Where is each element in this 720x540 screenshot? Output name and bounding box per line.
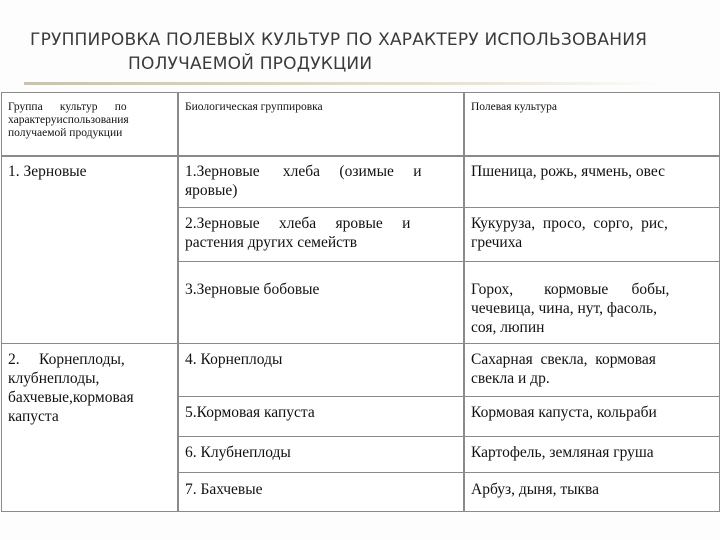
bio-1-line1: 1.Зерновые хлеба (озимые и	[185, 163, 422, 180]
bio-cell-1	[179, 159, 463, 203]
crop-3-line2: чечевица, чина, нут, фасоль,	[471, 300, 657, 317]
crop-6-line1: Картофель, земляная груша	[471, 444, 654, 461]
header-group-line2: характеруиспользования	[8, 114, 129, 126]
row-divider-1	[178, 207, 719, 208]
bio-2-line1: 2.Зерновые хлеба яровые и	[185, 215, 411, 232]
bio-3-line1: 3.Зерновые бобовые	[185, 281, 320, 298]
bio-7-line1: 7. Бахчевые	[185, 481, 263, 498]
header-bio	[179, 93, 463, 155]
group-cell-grains	[2, 159, 177, 184]
row-divider-4	[178, 396, 719, 397]
header-bio-label: Биологическая группировка	[185, 101, 323, 113]
row-divider-5	[178, 436, 719, 437]
header-group	[2, 93, 177, 155]
crop-4-line1: Сахарная свекла, кормовая	[471, 351, 656, 368]
crop-cell-7	[465, 477, 719, 502]
crop-cell-1	[465, 159, 719, 184]
group-roots-line3: бахчевые,кормовая	[8, 389, 134, 406]
crop-4-line2: свекла и др.	[471, 370, 550, 387]
header-crop-label: Полевая культура	[471, 101, 557, 113]
bio-cell-6	[179, 440, 463, 465]
group-roots-line4: капуста	[8, 408, 59, 425]
row-divider-2	[178, 261, 719, 262]
crop-cell-6	[465, 440, 719, 465]
slide-title-line2: ПОЛУЧАЕМОЙ ПРОДУКЦИИ	[128, 54, 373, 74]
group-grains-label: 1. Зерновые	[8, 163, 87, 180]
bio-6-line1: 6. Клубнеплоды	[185, 444, 291, 461]
header-group-line1: Группа культур по	[8, 101, 127, 113]
header-group-line3: получаемой продукции	[8, 127, 123, 139]
crop-5-line1: Кормовая капуста, кольраби	[471, 404, 657, 421]
bio-5-line1: 5.Кормовая капуста	[185, 404, 315, 421]
bio-cell-3	[179, 277, 463, 302]
crop-cell-3	[465, 277, 719, 340]
bio-1-line2: яровые)	[185, 182, 238, 199]
bio-2-line2: растения других семейств	[185, 234, 358, 251]
group-roots-line2: клубнеплоды,	[8, 370, 100, 387]
crop-cell-4	[465, 347, 719, 391]
title-underline	[24, 82, 664, 85]
crop-grouping-table	[1, 92, 720, 512]
header-divider	[2, 155, 719, 157]
row-divider-6	[178, 472, 719, 473]
crop-3-line1: Горох, кормовые бобы,	[471, 281, 670, 298]
group-divider	[2, 343, 719, 344]
group-cell-roots	[2, 347, 177, 429]
crop-cell-5	[465, 400, 719, 425]
bio-4-line1: 4. Корнеплоды	[185, 351, 283, 368]
bio-cell-7	[179, 477, 463, 502]
crop-1-line1: Пшеница, рожь, ячмень, овес	[471, 163, 666, 180]
bio-cell-5	[179, 400, 463, 425]
crop-cell-2	[465, 211, 719, 255]
bio-cell-2	[179, 211, 463, 255]
slide-title	[30, 28, 690, 76]
crop-2-line2: гречиха	[471, 234, 523, 251]
slide-title-line1: ГРУППИРОВКА ПОЛЕВЫХ КУЛЬТУР ПО ХАРАКТЕРУ ИСПОЛЬЗОВАНИЯ	[30, 30, 648, 50]
group-roots-line1: 2. Корнеплоды,	[8, 351, 125, 368]
crop-3-line3: соя, люпин	[471, 319, 545, 336]
crop-7-line1: Арбуз, дыня, тыква	[471, 481, 600, 498]
header-crop	[465, 93, 719, 155]
bio-cell-4	[179, 347, 463, 372]
crop-2-line1: Кукуруза, просо, сорго, рис,	[471, 215, 668, 232]
